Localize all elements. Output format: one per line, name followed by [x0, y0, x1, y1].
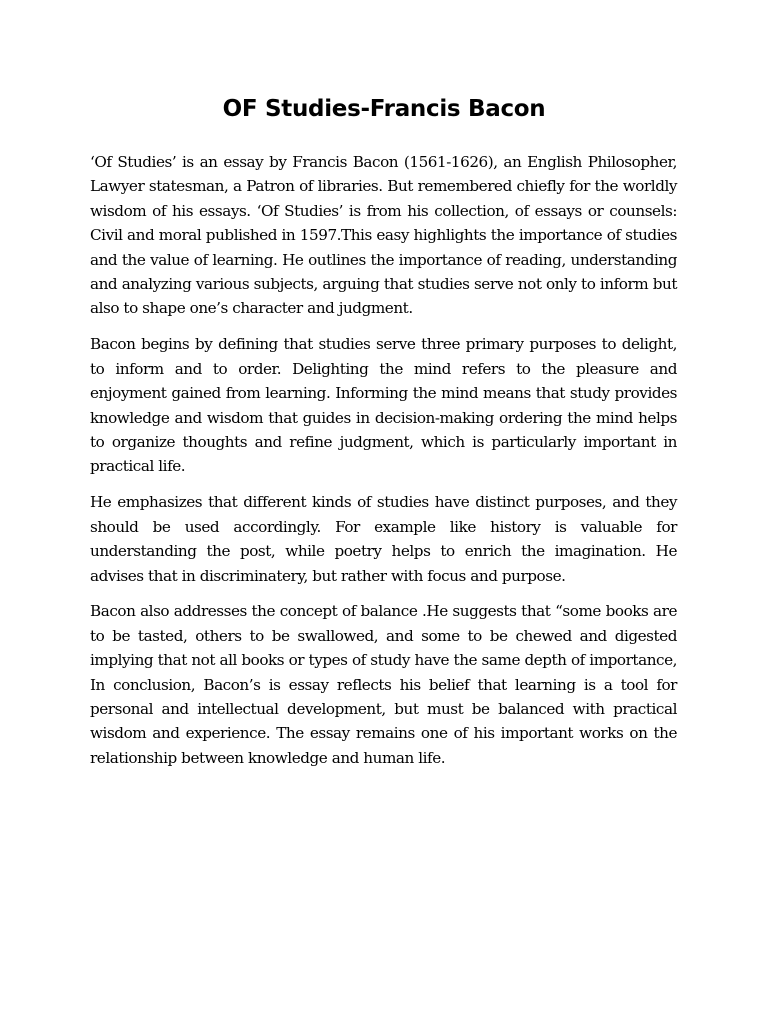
paragraph-1: ‘Of Studies’ is an essay by Francis Bacon (1561-1626), an English Philosopher, Lawyer statesman, a Patron of libraries. But remembered chiefly for the worldly wisdom of his essays. ‘Of Studies’ is from his collection, of essays or counsels: Civil and moral published in 1597.This easy highlights the importance of studies and the value of learning. He outlines the importance of reading, understanding and analyzing various subjects, arguing that studies serve not only to inform but also to shape one’s character and judgment.	[90, 153, 677, 318]
document-title: OF Studies-Francis Bacon	[222, 96, 546, 122]
document-body	[90, 150, 677, 782]
paragraph-4: Bacon also addresses the concept of balance .He suggests that “some books are to be tasted, others to be swallowed, and some to be chewed and digested implying that not all books or types of study have the same depth of importance, In conclusion, Bacon’s is essay reflects his belief that learning is a tool for personal and intellectual development, but must be balanced with practical wisdom and experience. The essay remains one of his important works on the relationship between knowledge and human life.	[90, 602, 677, 767]
paragraph-2: Bacon begins by defining that studies serve three primary purposes to delight, to inform and to order. Delighting the mind refers to the pleasure and enjoyment gained from learning. Informing the mind means that study provides knowledge and wisdom that guides in decision-making ordering the mind helps to organize thoughts and refine judgment, which is particularly important in practical life.	[90, 335, 677, 476]
paragraph-3: He emphasizes that different kinds of studies have distinct purposes, and they should be used accordingly. For example like history is valuable for understanding the post, while poetry helps to enrich the imagination. He advises that in discriminatery, but rather with focus and purpose.	[90, 493, 677, 585]
